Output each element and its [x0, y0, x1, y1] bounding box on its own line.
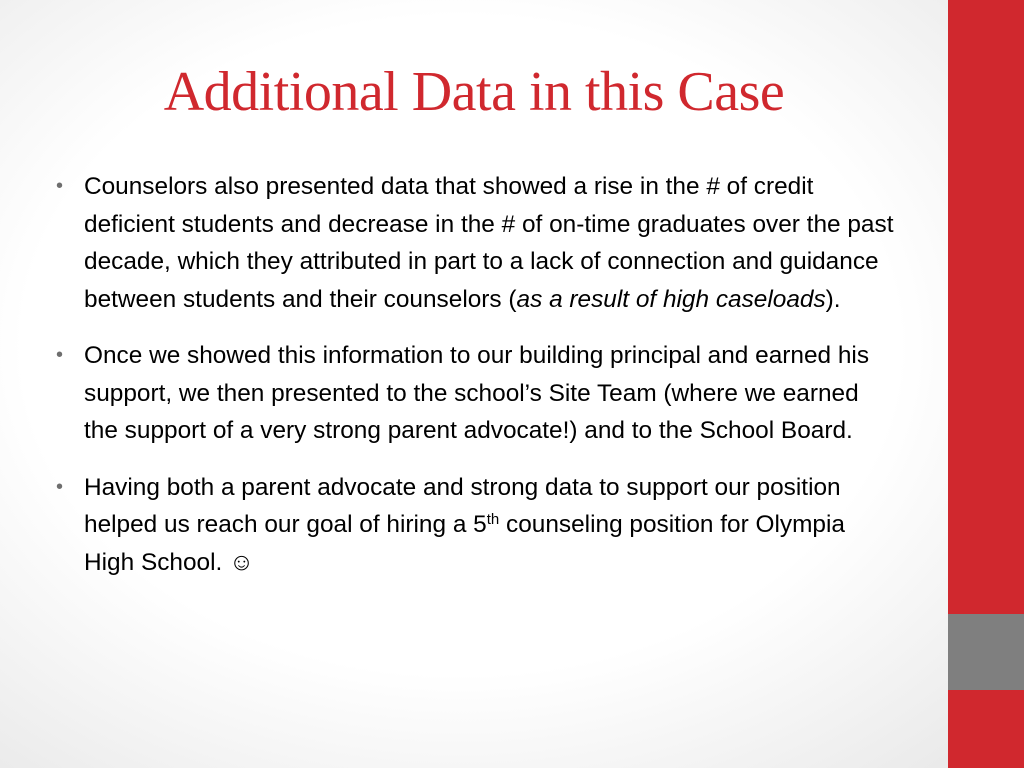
bullet-icon: • — [56, 175, 64, 197]
bullet-item-2 — [56, 337, 899, 450]
bullet-list — [56, 168, 899, 600]
bullet-3-text-end: counseling position for Olympia High School. — [84, 511, 845, 576]
bullet-icon: • — [56, 344, 64, 366]
bullet-item-3 — [56, 469, 899, 582]
bullet-1-italic-text: as a result of high caseloads — [516, 285, 826, 313]
bullet-1-text: Counselors also presented data that showed a rise in the # of credit deficient students and decrease in the # of on-time graduates over the past decade, which they attributed in part to a lack of connection and guidance between students and their counselors ( — [84, 173, 894, 313]
bullet-3-superscript: th — [486, 510, 500, 528]
bullet-2-text: Once we showed this information to our building principal and earned his support, we then presented to the school’s Site Team (where we earned the support of a very strong parent advocate!) and to the School Board. — [84, 342, 870, 444]
accent-bar-gray — [948, 614, 1024, 690]
bullet-item-1 — [56, 168, 899, 318]
accent-bar-red-top — [948, 0, 1024, 614]
slide-title: Additional Data in this Case — [163, 61, 785, 123]
accent-bar-red-bottom — [948, 690, 1024, 768]
bullet-1-text-end: ). — [825, 285, 841, 313]
bullet-icon: • — [56, 475, 64, 498]
bullet-3-text: Having both a parent advocate and strong data to support our position helped us reach our goal of hiring a 5 — [84, 473, 841, 538]
smiley-face-icon: ☺ — [229, 548, 254, 576]
